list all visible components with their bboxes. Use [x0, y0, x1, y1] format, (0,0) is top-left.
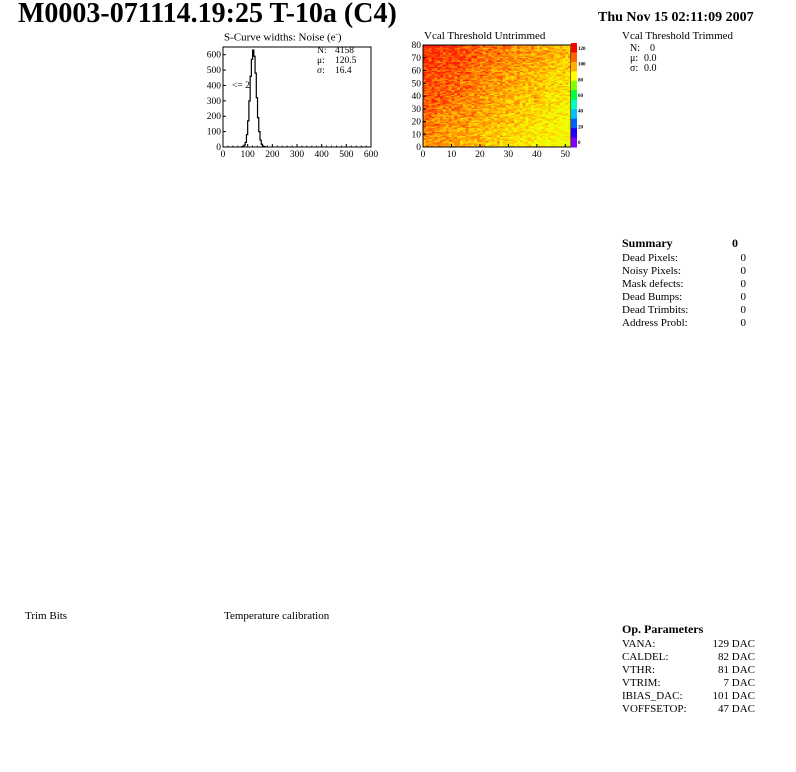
- op-param-label: CALDEL:: [622, 651, 669, 663]
- summary-row-value: 0: [740, 291, 746, 303]
- x-tick-label: 40: [532, 150, 542, 160]
- summary-row-value: 0: [740, 304, 746, 316]
- noise-stat-n-value: 4158: [335, 46, 354, 56]
- summary-box: [622, 236, 752, 330]
- summary-row-value: 0: [740, 265, 746, 277]
- summary-row-label: Dead Pixels:: [622, 252, 678, 264]
- untrimmed-heatmap: [400, 40, 590, 165]
- summary-row-label: Noisy Pixels:: [622, 265, 681, 277]
- colorbar-segment: [571, 138, 577, 148]
- op-param-row: [622, 703, 762, 716]
- trimmed-stat-value: 0.0: [644, 63, 657, 74]
- trimmed-stats: [630, 44, 657, 74]
- summary-row-value: 0: [740, 317, 746, 329]
- colorbar-tick-label: 40: [578, 109, 583, 115]
- noise-stat-n-label: N:: [317, 46, 327, 56]
- summary-row: [622, 278, 752, 291]
- noise-stat-mu-value: 120.5: [335, 56, 357, 66]
- heatmap-cells: [423, 45, 571, 147]
- colorbar-segment: [571, 109, 577, 119]
- op-param-row: [622, 651, 762, 664]
- x-tick-label: 200: [265, 150, 280, 160]
- colorbar-tick-label: 120: [578, 47, 586, 52]
- x-tick-label: 0: [420, 150, 426, 160]
- y-tick-label: 0: [216, 143, 221, 153]
- trimmed-stat-label: N:: [630, 43, 640, 54]
- colorbar: [571, 43, 586, 148]
- summary-row-label: Dead Trimbits:: [622, 304, 689, 316]
- op-params-box: [622, 622, 762, 716]
- y-tick-label: 200: [206, 112, 221, 123]
- colorbar-segment: [571, 43, 577, 53]
- summary-row-label: Address Probl:: [622, 317, 688, 329]
- y-tick-label: 20: [411, 117, 421, 128]
- colorbar-tick-label: 60: [578, 94, 583, 99]
- y-tick-label: 500: [206, 66, 221, 77]
- summary-row-value: 0: [740, 278, 746, 290]
- y-tick-label: 400: [206, 81, 221, 92]
- y-tick-label: 50: [411, 79, 421, 90]
- summary-row-label: Mask defects:: [622, 278, 684, 290]
- noise-histogram: [200, 40, 385, 165]
- trimmed-stat-label: μ:: [630, 53, 639, 64]
- op-param-label: IBIAS_DAC:: [622, 690, 683, 702]
- trimmed-stat-label: σ:: [630, 63, 639, 74]
- op-param-row: [622, 677, 762, 690]
- y-tick-label: 100: [206, 127, 221, 138]
- x-tick-label: 50: [560, 150, 571, 160]
- op-param-label: VTRIM:: [622, 677, 661, 689]
- y-tick-label: 30: [411, 104, 421, 115]
- y-tick-label: 600: [206, 50, 221, 61]
- y-tick-label: 60: [411, 66, 421, 77]
- y-tick-label: 70: [411, 53, 421, 64]
- summary-total: 0: [732, 236, 738, 250]
- x-tick-label: 300: [289, 150, 305, 160]
- op-param-label: VTHR:: [622, 664, 655, 676]
- colorbar-segment: [571, 81, 577, 91]
- noise-stat-mu-label: μ:: [317, 56, 325, 66]
- y-tick-label: 40: [411, 92, 421, 102]
- op-param-row: [622, 690, 762, 703]
- colorbar-tick-label: 20: [578, 125, 583, 131]
- op-params-title: Op. Parameters: [622, 622, 704, 636]
- summary-header: [622, 236, 752, 252]
- op-param-value: 129 DAC: [712, 638, 755, 650]
- op-param-row: [622, 638, 762, 651]
- y-tick-label: 80: [411, 41, 421, 51]
- x-tick-label: 10: [446, 150, 457, 160]
- summary-row-value: 0: [740, 252, 746, 264]
- colorbar-segment: [571, 119, 577, 129]
- op-param-label: VOFFSETOP:: [622, 703, 687, 715]
- temperature-title: Temperature calibration: [224, 610, 330, 622]
- trim-bits-title: Trim Bits: [25, 610, 68, 622]
- x-tick-label: 400: [314, 150, 329, 160]
- x-tick-label: 100: [240, 150, 255, 160]
- trimmed-stat-row: [630, 64, 657, 74]
- trimmed-map-title: Vcal Threshold Trimmed: [622, 30, 734, 42]
- colorbar-tick-label: 100: [578, 62, 586, 68]
- summary-row: [622, 317, 752, 330]
- y-tick-label: 300: [206, 96, 221, 107]
- colorbar-tick-label: 80: [578, 78, 583, 84]
- summary-row: [622, 252, 752, 265]
- trimmed-stat-value: 0.0: [644, 53, 657, 64]
- op-param-value: 7 DAC: [723, 677, 755, 689]
- op-param-value: 81 DAC: [718, 664, 755, 676]
- op-params-rows: [622, 638, 762, 716]
- x-tick-label: 20: [475, 150, 485, 160]
- colorbar-segment: [571, 90, 577, 100]
- summary-row: [622, 265, 752, 278]
- summary-row: [622, 291, 752, 304]
- colorbar-segment: [571, 52, 577, 62]
- op-param-value: 82 DAC: [718, 651, 755, 663]
- colorbar-segment: [571, 62, 577, 72]
- noise-hist-title-close: ): [337, 31, 342, 44]
- x-tick-label: 600: [363, 150, 379, 160]
- x-tick-label: 500: [339, 150, 354, 160]
- x-tick-label: 30: [503, 150, 514, 160]
- y-tick-label: 0: [416, 143, 421, 153]
- page-title: M0003-071114.19:25 T-10a (C4): [18, 0, 397, 29]
- timestamp: Thu Nov 15 02:11:09 2007: [598, 10, 754, 25]
- summary-rows: [622, 252, 752, 330]
- noise-underflow-label: <= 2: [232, 81, 250, 91]
- noise-stat-sigma-value: 16.4: [335, 66, 352, 76]
- summary-row: [622, 304, 752, 317]
- x-tick-label: 0: [220, 150, 226, 160]
- op-param-row: [622, 664, 762, 677]
- summary-title: Summary: [622, 236, 673, 250]
- untrimmed-map-title: Vcal Threshold Untrimmed: [424, 30, 546, 42]
- colorbar-segment: [571, 128, 577, 138]
- noise-stat-sigma-label: σ:: [317, 66, 325, 76]
- op-param-label: VANA:: [622, 638, 656, 650]
- noise-hist-title-sup: -: [335, 30, 338, 38]
- colorbar-tick-label: 0: [578, 141, 581, 146]
- colorbar-segment: [571, 71, 577, 81]
- op-param-value: 47 DAC: [718, 703, 755, 715]
- trimmed-stat-value: 0: [650, 43, 655, 54]
- y-tick-label: 10: [411, 130, 421, 141]
- noise-hist-title-text: S-Curve widths: Noise (e: [224, 31, 336, 44]
- op-param-value: 101 DAC: [712, 690, 755, 702]
- summary-row-label: Dead Bumps:: [622, 291, 683, 303]
- colorbar-segment: [571, 100, 577, 110]
